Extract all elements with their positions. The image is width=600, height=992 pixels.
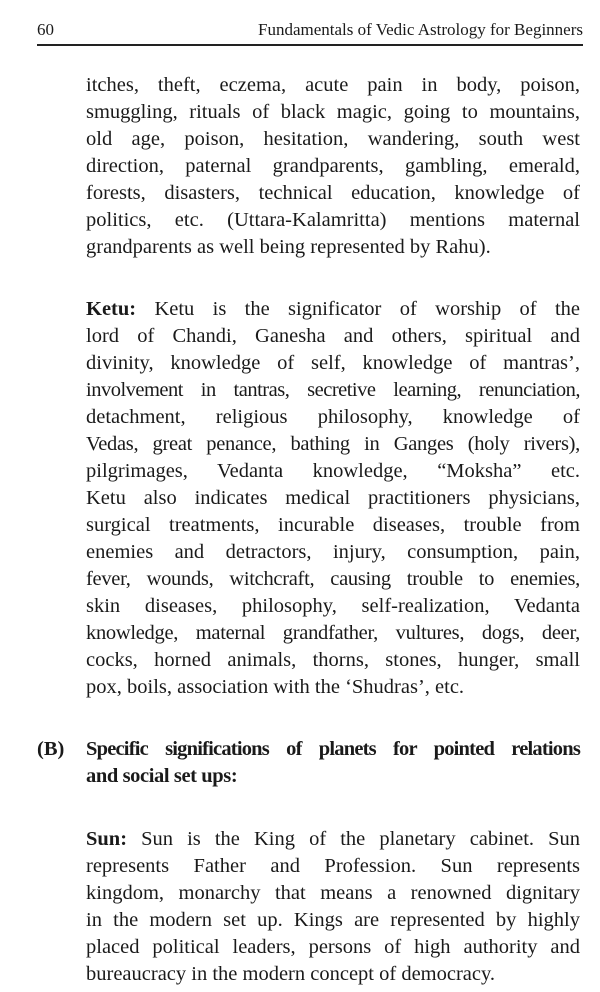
text-line: itches, theft, eczema, acute pain in body, poison, [86, 74, 580, 96]
page-number: 60 [37, 20, 54, 39]
text-line: pox, boils, association with the ‘Shudras’, etc. [86, 676, 465, 698]
text-line [86, 826, 580, 853]
running-header [37, 20, 583, 44]
term-ketu: Ketu: [86, 298, 137, 320]
running-title: Fundamentals of Vedic Astrology for Beginners [257, 20, 583, 39]
heading-line: Specific significations of planets for pointed relations [86, 738, 580, 760]
text-line: placed political leaders, persons of high authority and [86, 936, 580, 958]
text-line: direction, paternal grandparents, gambling, emerald, [86, 155, 580, 177]
text-run: Sun is the King of the planetary cabinet. Sun [127, 828, 580, 850]
section-b-label: (B) [37, 738, 65, 760]
text-line: skin diseases, philosophy, self-realization, Vedanta [86, 595, 580, 617]
text-line: represents Father and Profession. Sun represents [86, 855, 580, 877]
text-line: Ketu also indicates medical practitioners physicians, [86, 487, 580, 509]
text-line: pilgrimages, Vedanta knowledge, “Moksha” etc. [86, 460, 580, 482]
text-line: knowledge, maternal grandfather, vultures, dogs, deer, [86, 622, 580, 644]
text-line: Vedas, great penance, bathing in Ganges (holy rivers), [86, 433, 580, 455]
text-line: lord of Chandi, Ganesha and others, spiritual and [86, 325, 580, 347]
text-line: forests, disasters, technical education, knowledge of [86, 182, 580, 204]
text-line: detachment, religious philosophy, knowledge of [86, 406, 580, 428]
section-b-heading [86, 736, 580, 790]
paragraph-ketu [86, 296, 580, 701]
heading-line: and social set ups: [86, 765, 238, 787]
term-sun: Sun: [86, 828, 128, 850]
paragraph-rahu-continued [86, 72, 580, 261]
text-line: bureaucracy in the modern concept of democracy. [86, 963, 496, 985]
text-line: involvement in tantras, secretive learning, renunciation, [86, 379, 580, 401]
paragraph-sun [86, 826, 580, 988]
text-line: politics, etc. (Uttara-Kalamritta) mentions maternal [86, 209, 580, 231]
text-line: fever, wounds, witchcraft, causing trouble to enemies, [86, 568, 580, 590]
text-run: Ketu is the significator of worship of the [136, 298, 580, 320]
text-line: surgical treatments, incurable diseases, trouble from [86, 514, 580, 536]
text-line: kingdom, monarchy that means a renowned dignitary [86, 882, 580, 904]
text-line: old age, poison, hesitation, wandering, south west [86, 128, 580, 150]
text-line: divinity, knowledge of self, knowledge of mantras’, [86, 352, 580, 374]
text-line: in the modern set up. Kings are represented by highly [86, 909, 580, 931]
text-line: grandparents as well being represented by Rahu). [86, 236, 491, 258]
header-rule [37, 44, 583, 46]
text-line: cocks, horned animals, thorns, stones, hunger, small [86, 649, 580, 671]
text-line: smuggling, rituals of black magic, going to mountains, [86, 101, 580, 123]
text-line [86, 296, 580, 323]
text-line: enemies and detractors, injury, consumption, pain, [86, 541, 580, 563]
